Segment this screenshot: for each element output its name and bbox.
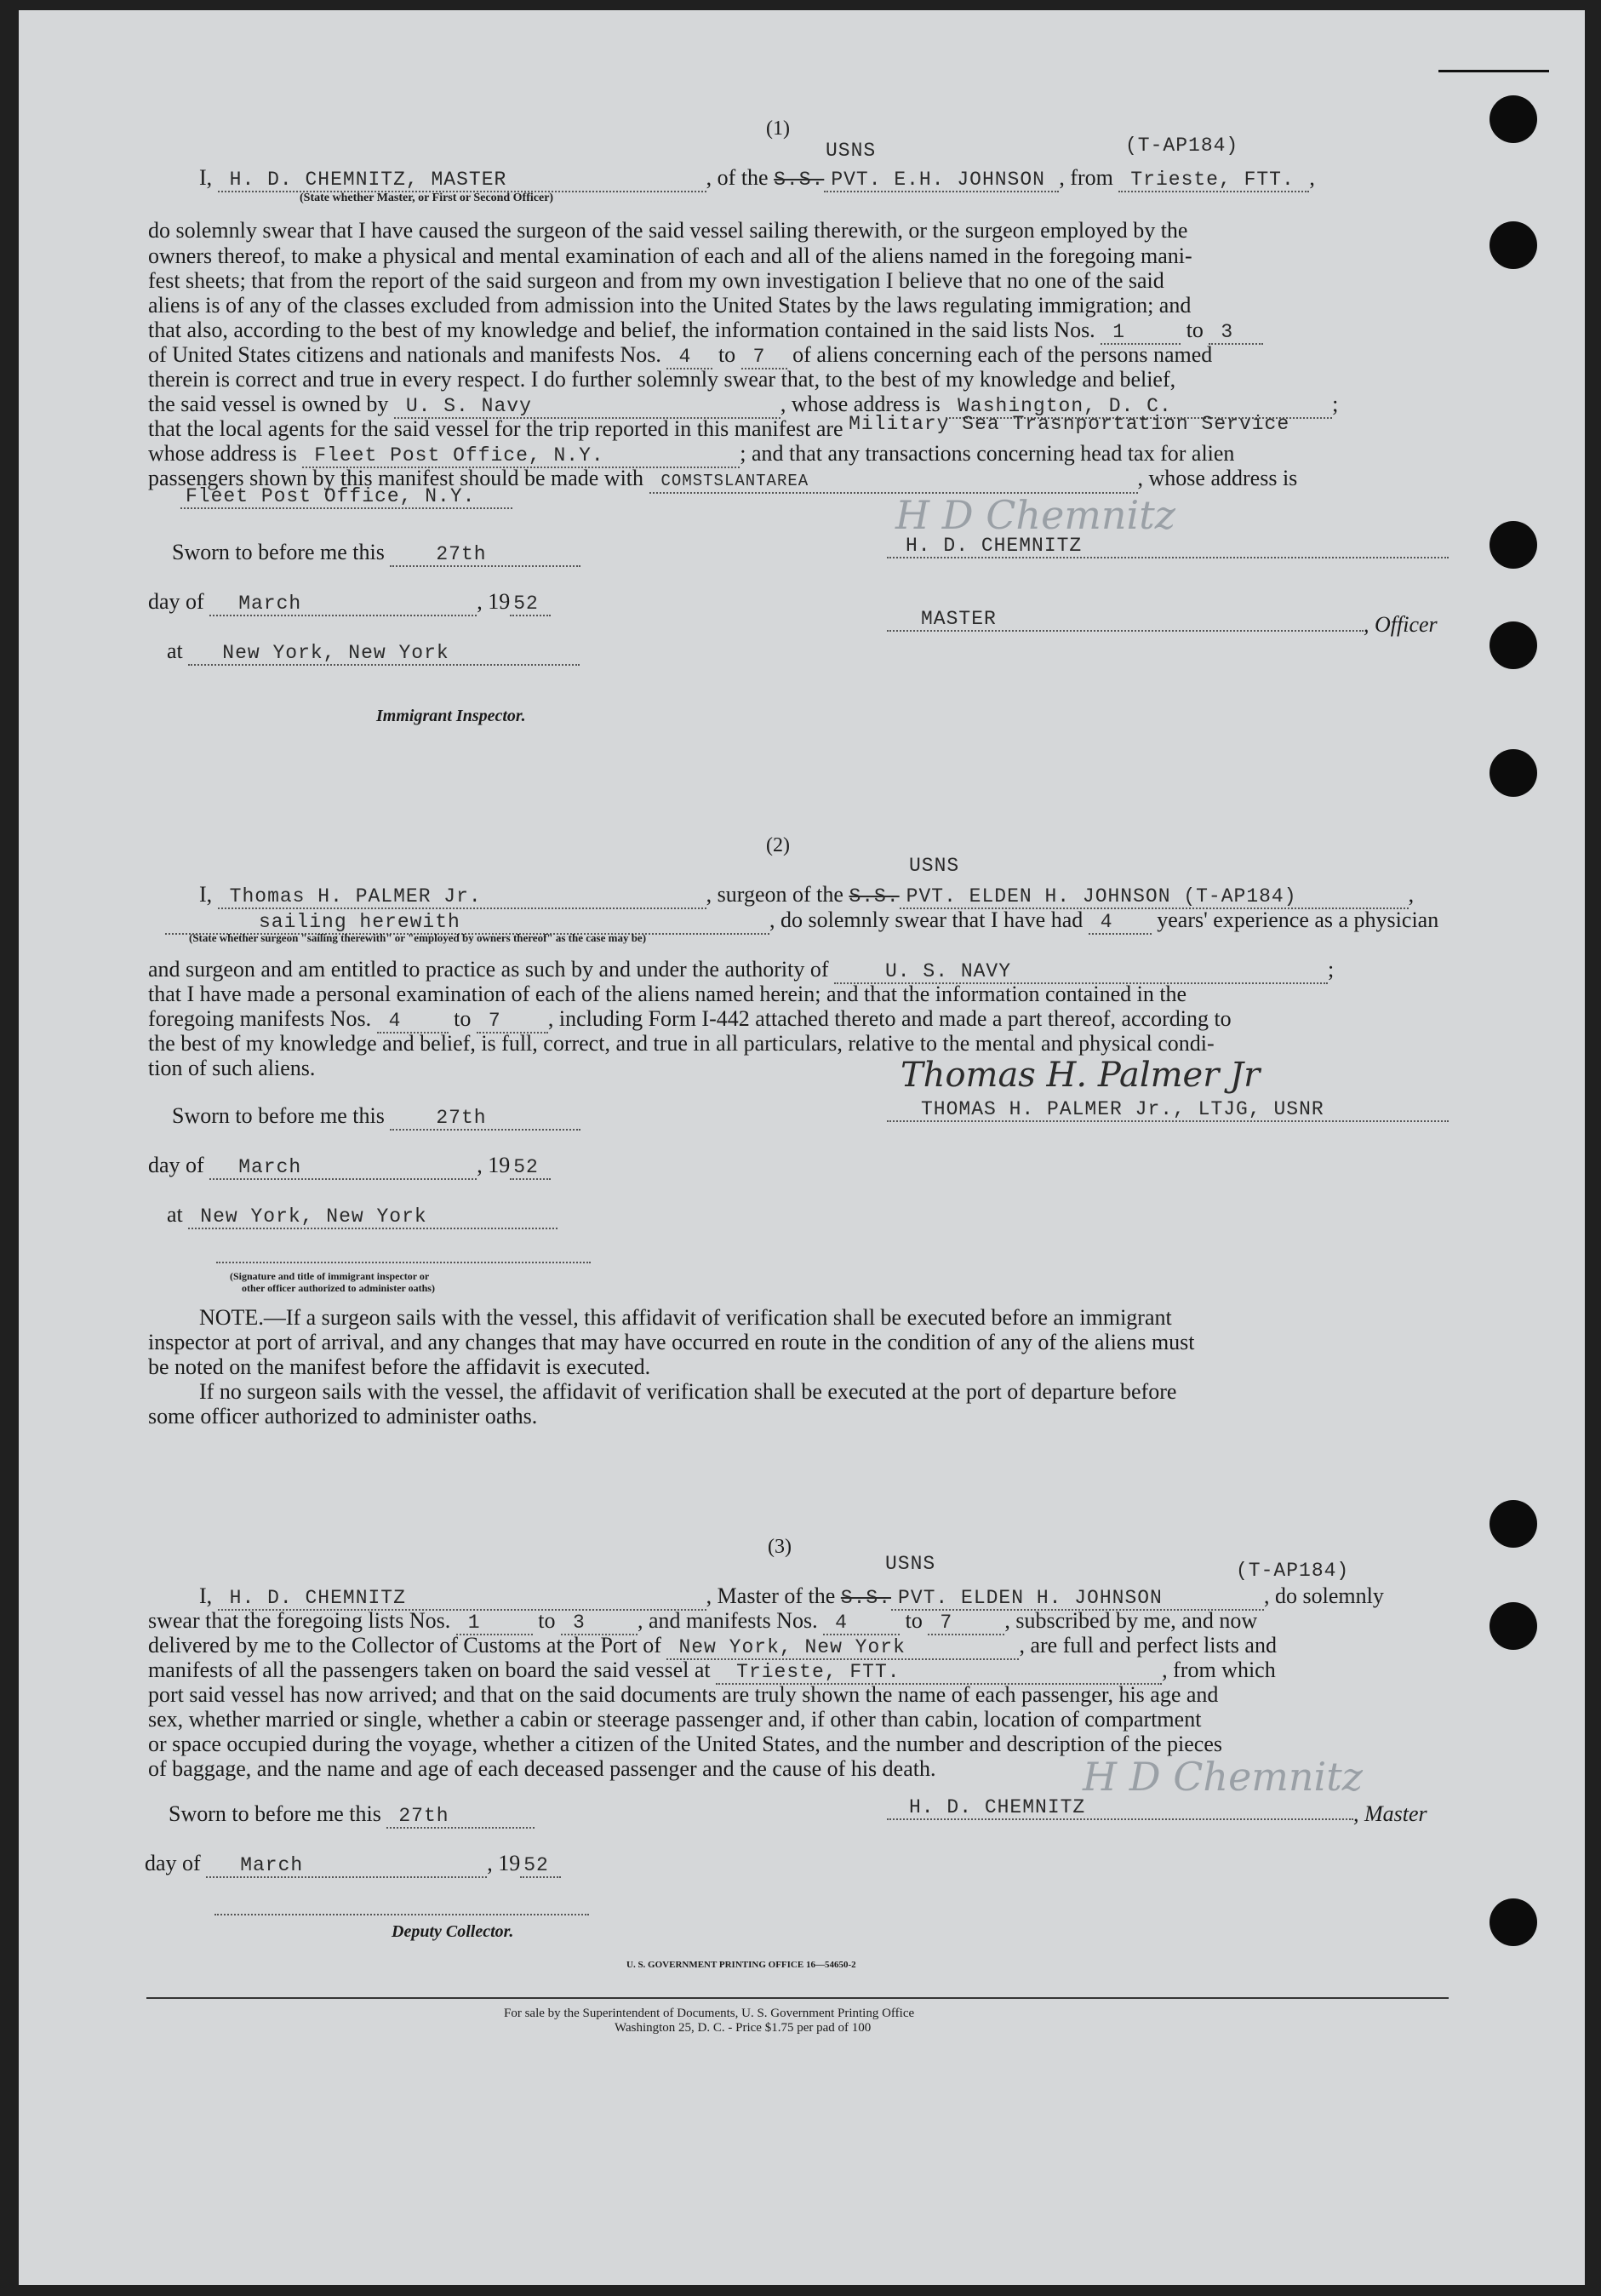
vessel-designation: (T-AP184)	[1125, 135, 1239, 157]
from-port-field: Trieste, FTT.	[1118, 169, 1309, 192]
s3-line-5: port said vessel has now arrived; and that on the said documents are truly shown the name of each passenger, his age and	[148, 1682, 1219, 1707]
s2-line-6: the best of my knowledge and belief, is full, correct, and true in all particulars, relative to the mental and physical condi-	[148, 1031, 1215, 1056]
label: , subscribed by me, and now	[1004, 1608, 1258, 1633]
punch-hole	[1490, 749, 1537, 797]
section-3-number: (3)	[768, 1536, 792, 1558]
manifests-from-field: 4	[666, 346, 712, 369]
s1-sworn-line	[172, 540, 580, 567]
signature-palmer: Thomas H. Palmer Jr	[901, 1056, 1261, 1095]
struck-vessel-type: S.S.	[849, 885, 900, 908]
label: , whose address is	[1137, 466, 1298, 490]
label: I,	[199, 1583, 213, 1608]
sworn-year-field: 52	[510, 1156, 551, 1180]
manifests-from-field: 4	[377, 1010, 449, 1033]
label: of United States citizens and nationals and manifests Nos.	[148, 342, 661, 367]
master-signer-name: H. D. CHEMNITZ	[906, 535, 1083, 557]
years-field: 4	[1089, 911, 1152, 935]
port-field: New York, New York	[666, 1636, 1019, 1660]
agents-address-field: Fleet Post Office, N.Y.	[302, 444, 740, 468]
sworn-day-field: 27th	[390, 543, 580, 567]
s2-at-line	[167, 1202, 557, 1229]
s1-line-3: owners thereof, to make a physical and mental examination of each and all of the aliens named in the foregoing mani-	[148, 243, 1192, 268]
sworn-month-field: March	[209, 593, 477, 616]
label: to	[1186, 318, 1204, 342]
s3-line-8: of baggage, and the name and age of each deceased passenger and the cause of his death.	[148, 1756, 936, 1781]
label: to	[905, 1608, 923, 1633]
s1-at-line	[167, 638, 580, 666]
sworn-day-field: 27th	[390, 1107, 580, 1131]
label: ;	[1328, 957, 1335, 982]
struck-vessel-type: S.S.	[774, 169, 825, 191]
label: ;	[1332, 392, 1339, 416]
label: I,	[199, 882, 213, 907]
label: Sworn to before me this	[172, 1103, 385, 1128]
head-tax-agent-field: COMSTSLANTAREA	[649, 470, 1138, 494]
collector-line	[214, 1914, 589, 1915]
master-label: , Master	[1353, 1801, 1427, 1826]
lists-to-field: 3	[561, 1612, 638, 1635]
note-label: NOTE.	[199, 1305, 264, 1330]
s1-day-line	[148, 589, 551, 616]
vessel-designation: (T-AP184)	[1236, 1560, 1350, 1582]
sworn-year-field: 52	[520, 1854, 561, 1878]
section-1-number: (1)	[766, 117, 790, 140]
immigrant-inspector-label: Immigrant Inspector.	[376, 707, 526, 725]
signature-line	[887, 1120, 1449, 1122]
s1-line-6	[148, 318, 1263, 345]
label: , and manifests Nos.	[638, 1608, 818, 1633]
label: ,	[477, 1153, 483, 1177]
s2-line-1	[199, 882, 1414, 909]
s3-line-7: or space occupied during the voyage, whether a citizen of the United States, and the number and description of the pieces	[148, 1732, 1223, 1756]
officer-label: , Officer	[1364, 612, 1438, 637]
footer-rule	[146, 1997, 1449, 1999]
lists-from-field: 1	[456, 1612, 533, 1635]
label: at	[167, 638, 183, 663]
s3-sworn-line	[169, 1801, 535, 1829]
officer-title-field: MASTER	[921, 608, 997, 630]
manifests-to-field: 7	[477, 1010, 548, 1033]
label: 19	[488, 1153, 511, 1177]
inspector-caption-2: other officer authorized to administer oaths)	[242, 1282, 435, 1294]
section-2-number: (2)	[766, 834, 790, 856]
sworn-month-field: March	[206, 1854, 487, 1878]
punch-hole	[1490, 521, 1537, 569]
label: ,	[1309, 165, 1315, 190]
boarded-at-field: Trieste, FTT.	[716, 1661, 1162, 1685]
s3-line-3	[148, 1633, 1277, 1660]
s1-line-5: aliens is of any of the classes excluded from admission into the United States by the laws regulating immigration; and	[148, 293, 1192, 318]
label: ,	[1408, 882, 1415, 907]
s3-line-4	[148, 1658, 1276, 1685]
label: whose address is	[148, 441, 297, 466]
deputy-collector-label: Deputy Collector.	[392, 1922, 514, 1941]
footer-line-1: For sale by the Superintendent of Documents, U. S. Government Printing Office	[504, 2007, 915, 2020]
label: swear that the foregoing lists Nos.	[148, 1608, 451, 1633]
signature-chemnitz: H D Chemnitz	[895, 492, 1175, 538]
document-page	[19, 10, 1585, 2285]
head-tax-address-field: Fleet Post Office, N.Y.	[186, 485, 476, 507]
label: ,	[487, 1851, 493, 1875]
label: I,	[199, 165, 213, 190]
s2-line-4: that I have made a personal examination of each of the aliens named herein; and that the information contained in the	[148, 982, 1187, 1006]
signature-chemnitz: H D Chemnitz	[1083, 1754, 1363, 1800]
label: to	[454, 1006, 472, 1031]
surgeon-caption: (State whether surgeon "sailing therewith" or "employed by owners thereof" as the case may be)	[189, 931, 647, 944]
officer-caption: (State whether Master, or First or Second Officer)	[300, 192, 554, 204]
note-line-5: some officer authorized to administer oaths.	[148, 1404, 538, 1429]
lists-from-field: 1	[1101, 321, 1181, 345]
manifests-to-field: 7	[741, 346, 787, 369]
label: delivered by me to the Collector of Customs at the Port of	[148, 1633, 661, 1658]
punch-hole	[1490, 1500, 1537, 1548]
sworn-year-field: 52	[510, 593, 551, 616]
vessel-prefix: USNS	[826, 140, 877, 162]
s2-sworn-line	[172, 1103, 580, 1131]
label: ; and that any transactions concerning head tax for alien	[740, 441, 1235, 466]
label: , whose address is	[780, 392, 941, 416]
label: 19	[488, 589, 511, 614]
label: years' experience as a physician	[1157, 908, 1439, 932]
punch-hole	[1490, 621, 1537, 669]
label: , surgeon of the	[706, 882, 843, 907]
master-name-field: H. D. CHEMNITZ, MASTER	[218, 169, 706, 192]
label: day of	[145, 1851, 201, 1875]
s1-line-7	[148, 342, 1212, 369]
label: and surgeon and am entitled to practice as such by and under the authority of	[148, 957, 829, 982]
s1-line-4: fest sheets; that from the report of the said surgeon and from my own investigation I believe that no one of the said	[148, 268, 1164, 293]
owner-field: U. S. Navy	[394, 395, 780, 419]
s3-line-6: sex, whether married or single, whether a cabin or steerage passenger and, if other than cabin, location of compartment	[148, 1707, 1202, 1732]
note-line-4: If no surgeon sails with the vessel, the affidavit of verification shall be executed at the port of departure before	[199, 1379, 1177, 1404]
sworn-place-field: New York, New York	[188, 1205, 557, 1229]
label: foregoing manifests Nos.	[148, 1006, 372, 1031]
label: , from which	[1162, 1658, 1276, 1682]
note-line-3: be noted on the manifest before the affidavit is executed.	[148, 1354, 651, 1379]
gpo-imprint: U. S. GOVERNMENT PRINTING OFFICE 16—54650-2	[626, 1960, 856, 1970]
struck-vessel-type: S.S.	[840, 1587, 892, 1609]
s1-line-1	[199, 165, 1315, 192]
s3-line-1	[199, 1583, 1384, 1611]
surgeon-name-field: Thomas H. PALMER Jr.	[218, 885, 706, 909]
vessel-name-field: PVT. ELDEN H. JOHNSON	[891, 1587, 1264, 1611]
signature-line	[887, 1818, 1353, 1820]
label: the said vessel is owned by	[148, 392, 389, 416]
label: 19	[498, 1851, 521, 1875]
label: passengers shown by this manifest should be made with	[148, 466, 644, 490]
inspector-caption-1: (Signature and title of immigrant inspector or	[230, 1270, 430, 1282]
note-line-2: inspector at port of arrival, and any changes that may have occurred en route in the condition of any of the aliens must	[148, 1330, 1195, 1354]
label: , Master of the	[706, 1583, 836, 1608]
owner-address-field: Washington, D. C.	[946, 395, 1332, 419]
footer-line-2: Washington 25, D. C. - Price $1.75 per pad of 100	[615, 2021, 872, 2035]
label: day of	[148, 589, 204, 614]
signature-line	[887, 557, 1449, 558]
vessel-prefix: USNS	[885, 1553, 936, 1575]
label: Sworn to before me this	[169, 1801, 381, 1826]
label: , including Form I-442 attached thereto and made a part thereof, according to	[547, 1006, 1232, 1031]
label: that also, according to the best of my knowledge and belief, the information contained in the said lists Nos.	[148, 318, 1095, 342]
note-line-1	[199, 1305, 1172, 1331]
s2-line-5	[148, 1006, 1232, 1033]
s1-line-8: therein is correct and true in every respect. I do further solemnly swear that, to the best of my knowledge and belief,	[148, 367, 1176, 392]
label: to	[538, 1608, 556, 1633]
note-text: —If a surgeon sails with the vessel, this affidavit of verification shall be executed before an immigrant	[263, 1305, 1172, 1330]
inspector-signature-line	[216, 1262, 591, 1263]
officer-line	[887, 630, 1364, 632]
local-agents-field: Military Sea Trasnportation Service	[849, 413, 1290, 435]
s1-line-2: do solemnly swear that I have caused the surgeon of the said vessel sailing therewith, or the surgeon employed by the	[148, 218, 1188, 243]
vessel-prefix: USNS	[909, 855, 960, 877]
punch-hole	[1490, 95, 1537, 143]
sworn-place-field: New York, New York	[188, 642, 580, 666]
lists-to-field: 3	[1209, 321, 1263, 345]
sailing-status-field: sailing herewith	[165, 911, 769, 935]
punch-hole	[1490, 1602, 1537, 1650]
s2-day-line	[148, 1153, 551, 1180]
vessel-name-field: PVT. E.H. JOHNSON	[824, 169, 1059, 192]
vessel-name-field: PVT. ELDEN H. JOHNSON (T-AP184)	[900, 885, 1409, 909]
scan-mark	[1438, 70, 1549, 72]
label: Sworn to before me this	[172, 540, 385, 564]
label: ,	[477, 589, 483, 614]
label: of aliens concerning each of the persons named	[792, 342, 1213, 367]
label: at	[167, 1202, 183, 1227]
manifests-from-field: 4	[823, 1612, 900, 1635]
master-signer-name: H. D. CHEMNITZ	[909, 1796, 1086, 1818]
authority-field: U. S. NAVY	[834, 960, 1328, 984]
s3-day-line	[145, 1851, 561, 1878]
label: , do solemnly	[1264, 1583, 1384, 1608]
punch-hole	[1490, 1898, 1537, 1946]
label: , of the	[706, 165, 769, 190]
label: to	[718, 342, 736, 367]
s1-line-10	[148, 413, 1290, 444]
punch-hole	[1490, 221, 1537, 269]
s2-line-7: tion of such aliens.	[148, 1056, 316, 1080]
manifests-to-field: 7	[928, 1612, 1004, 1635]
label: that the local agents for the said vessel for the trip reported in this manifest are	[148, 416, 843, 441]
label: , do solemnly swear that I have had	[769, 908, 1084, 932]
surgeon-signer-name: THOMAS H. PALMER Jr., LTJG, USNR	[921, 1098, 1324, 1120]
s2-line-3	[148, 957, 1334, 984]
s3-line-2	[148, 1608, 1257, 1635]
address-line	[180, 507, 512, 509]
label: day of	[148, 1153, 204, 1177]
sworn-day-field: 27th	[386, 1805, 535, 1829]
label: , from	[1059, 165, 1113, 190]
label: manifests of all the passengers taken on board the said vessel at	[148, 1658, 711, 1682]
label: , are full and perfect lists and	[1019, 1633, 1277, 1658]
master-name-field: H. D. CHEMNITZ	[218, 1587, 706, 1611]
s1-line-11	[148, 441, 1234, 468]
sworn-month-field: March	[209, 1156, 477, 1180]
